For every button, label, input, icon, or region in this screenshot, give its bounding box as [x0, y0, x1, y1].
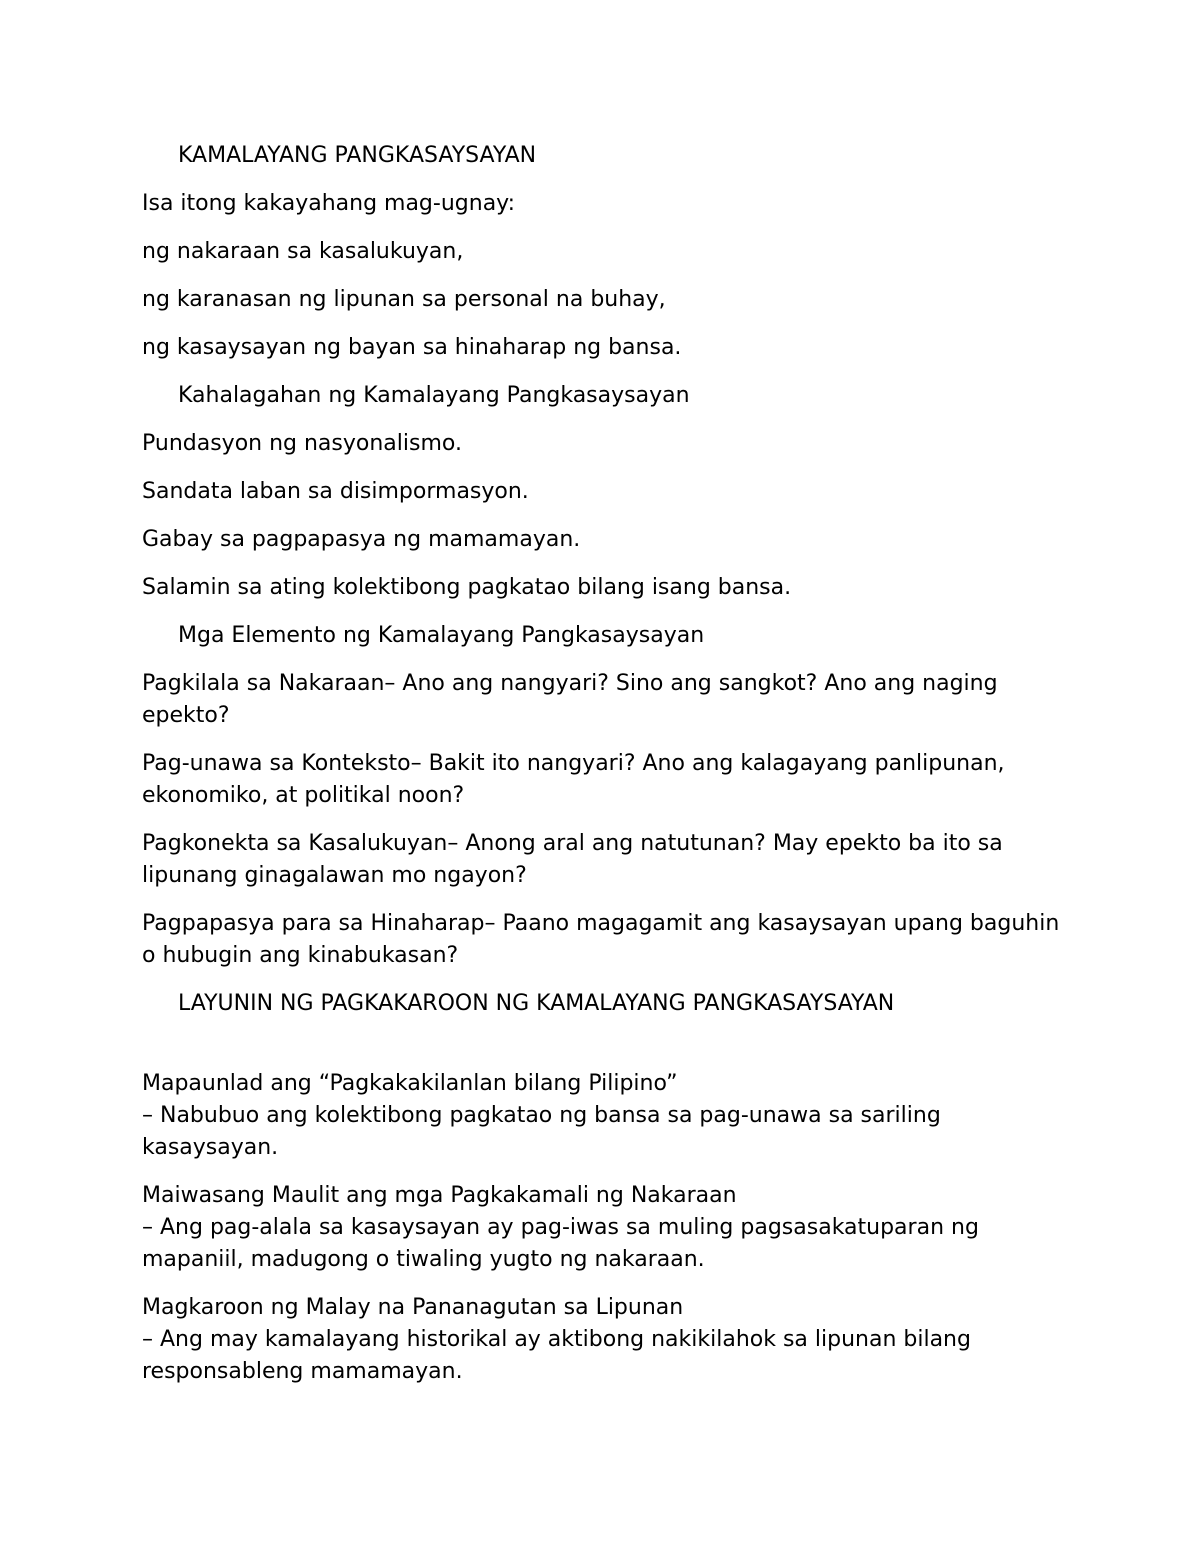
objective-body: – Nabubuo ang kolektibong pagkatao ng bansa sa pag-unawa sa sariling kasaysayan. — [142, 1103, 948, 1160]
paragraph: Pag-unawa sa Konteksto– Bakit ito nangyari? Ano ang kalagayang panlipunan, ekonomiko, at politikal noon? — [142, 751, 1012, 808]
paragraph: ng karanasan ng lipunan sa personal na buhay, — [142, 287, 666, 312]
objective-body: – Ang may kamalayang historikal ay aktibong nakikilahok sa lipunan bilang responsableng mamamayan. — [142, 1327, 978, 1384]
paragraph: Salamin sa ating kolektibong pagkatao bilang isang bansa. — [142, 575, 792, 600]
paragraph: Pagpapasya para sa Hinaharap– Paano magagamit ang kasaysayan upang baguhin o hubugin ang kinabukasan? — [142, 911, 1067, 968]
objective-item — [142, 1180, 1062, 1276]
objective-item — [142, 1292, 1062, 1388]
section-heading-elemento: Mga Elemento ng Kamalayang Pangkasaysayan — [178, 623, 705, 648]
paragraph: Pagkonekta sa Kasalukuyan– Anong aral ang natutunan? May epekto ba ito sa lipunang ginagalawan mo ngayon? — [142, 831, 1010, 888]
objective-title: Mapaunlad ang “Pagkakakilanlan bilang Pilipino” — [142, 1071, 678, 1096]
section-heading-kahalagahan: Kahalagahan ng Kamalayang Pangkasaysayan — [178, 383, 690, 408]
section-heading-layunin: LAYUNIN NG PAGKAKAROON NG KAMALAYANG PANGKASAYSAYAN — [178, 991, 895, 1016]
intro-text: Isa itong kakayahang mag-ugnay: — [142, 191, 516, 216]
paragraph: Gabay sa pagpapasya ng mamamayan. — [142, 527, 581, 552]
paragraph: Pundasyon ng nasyonalismo. — [142, 431, 462, 456]
objective-body: – Ang pag-alala sa kasaysayan ay pag-iwas sa muling pagsasakatuparan ng mapaniil, madugong o tiwaling yugto ng nakaraan. — [142, 1215, 986, 1272]
paragraph: ng nakaraan sa kasalukuyan, — [142, 239, 464, 264]
document-page — [142, 140, 1067, 1388]
objective-title: Maiwasang Maulit ang mga Pagkakamali ng Nakaraan — [142, 1183, 737, 1208]
paragraph: Sandata laban sa disimpormasyon. — [142, 479, 529, 504]
paragraph: Pagkilala sa Nakaraan– Ano ang nangyari? Sino ang sangkot? Ano ang naging epekto? — [142, 671, 1005, 728]
section-heading-kamalayan: KAMALAYANG PANGKASAYSAYAN — [178, 143, 537, 168]
objective-item — [142, 1068, 1062, 1164]
objective-title: Magkaroon ng Malay na Pananagutan sa Lipunan — [142, 1295, 684, 1320]
paragraph: ng kasaysayan ng bayan sa hinaharap ng bansa. — [142, 335, 682, 360]
